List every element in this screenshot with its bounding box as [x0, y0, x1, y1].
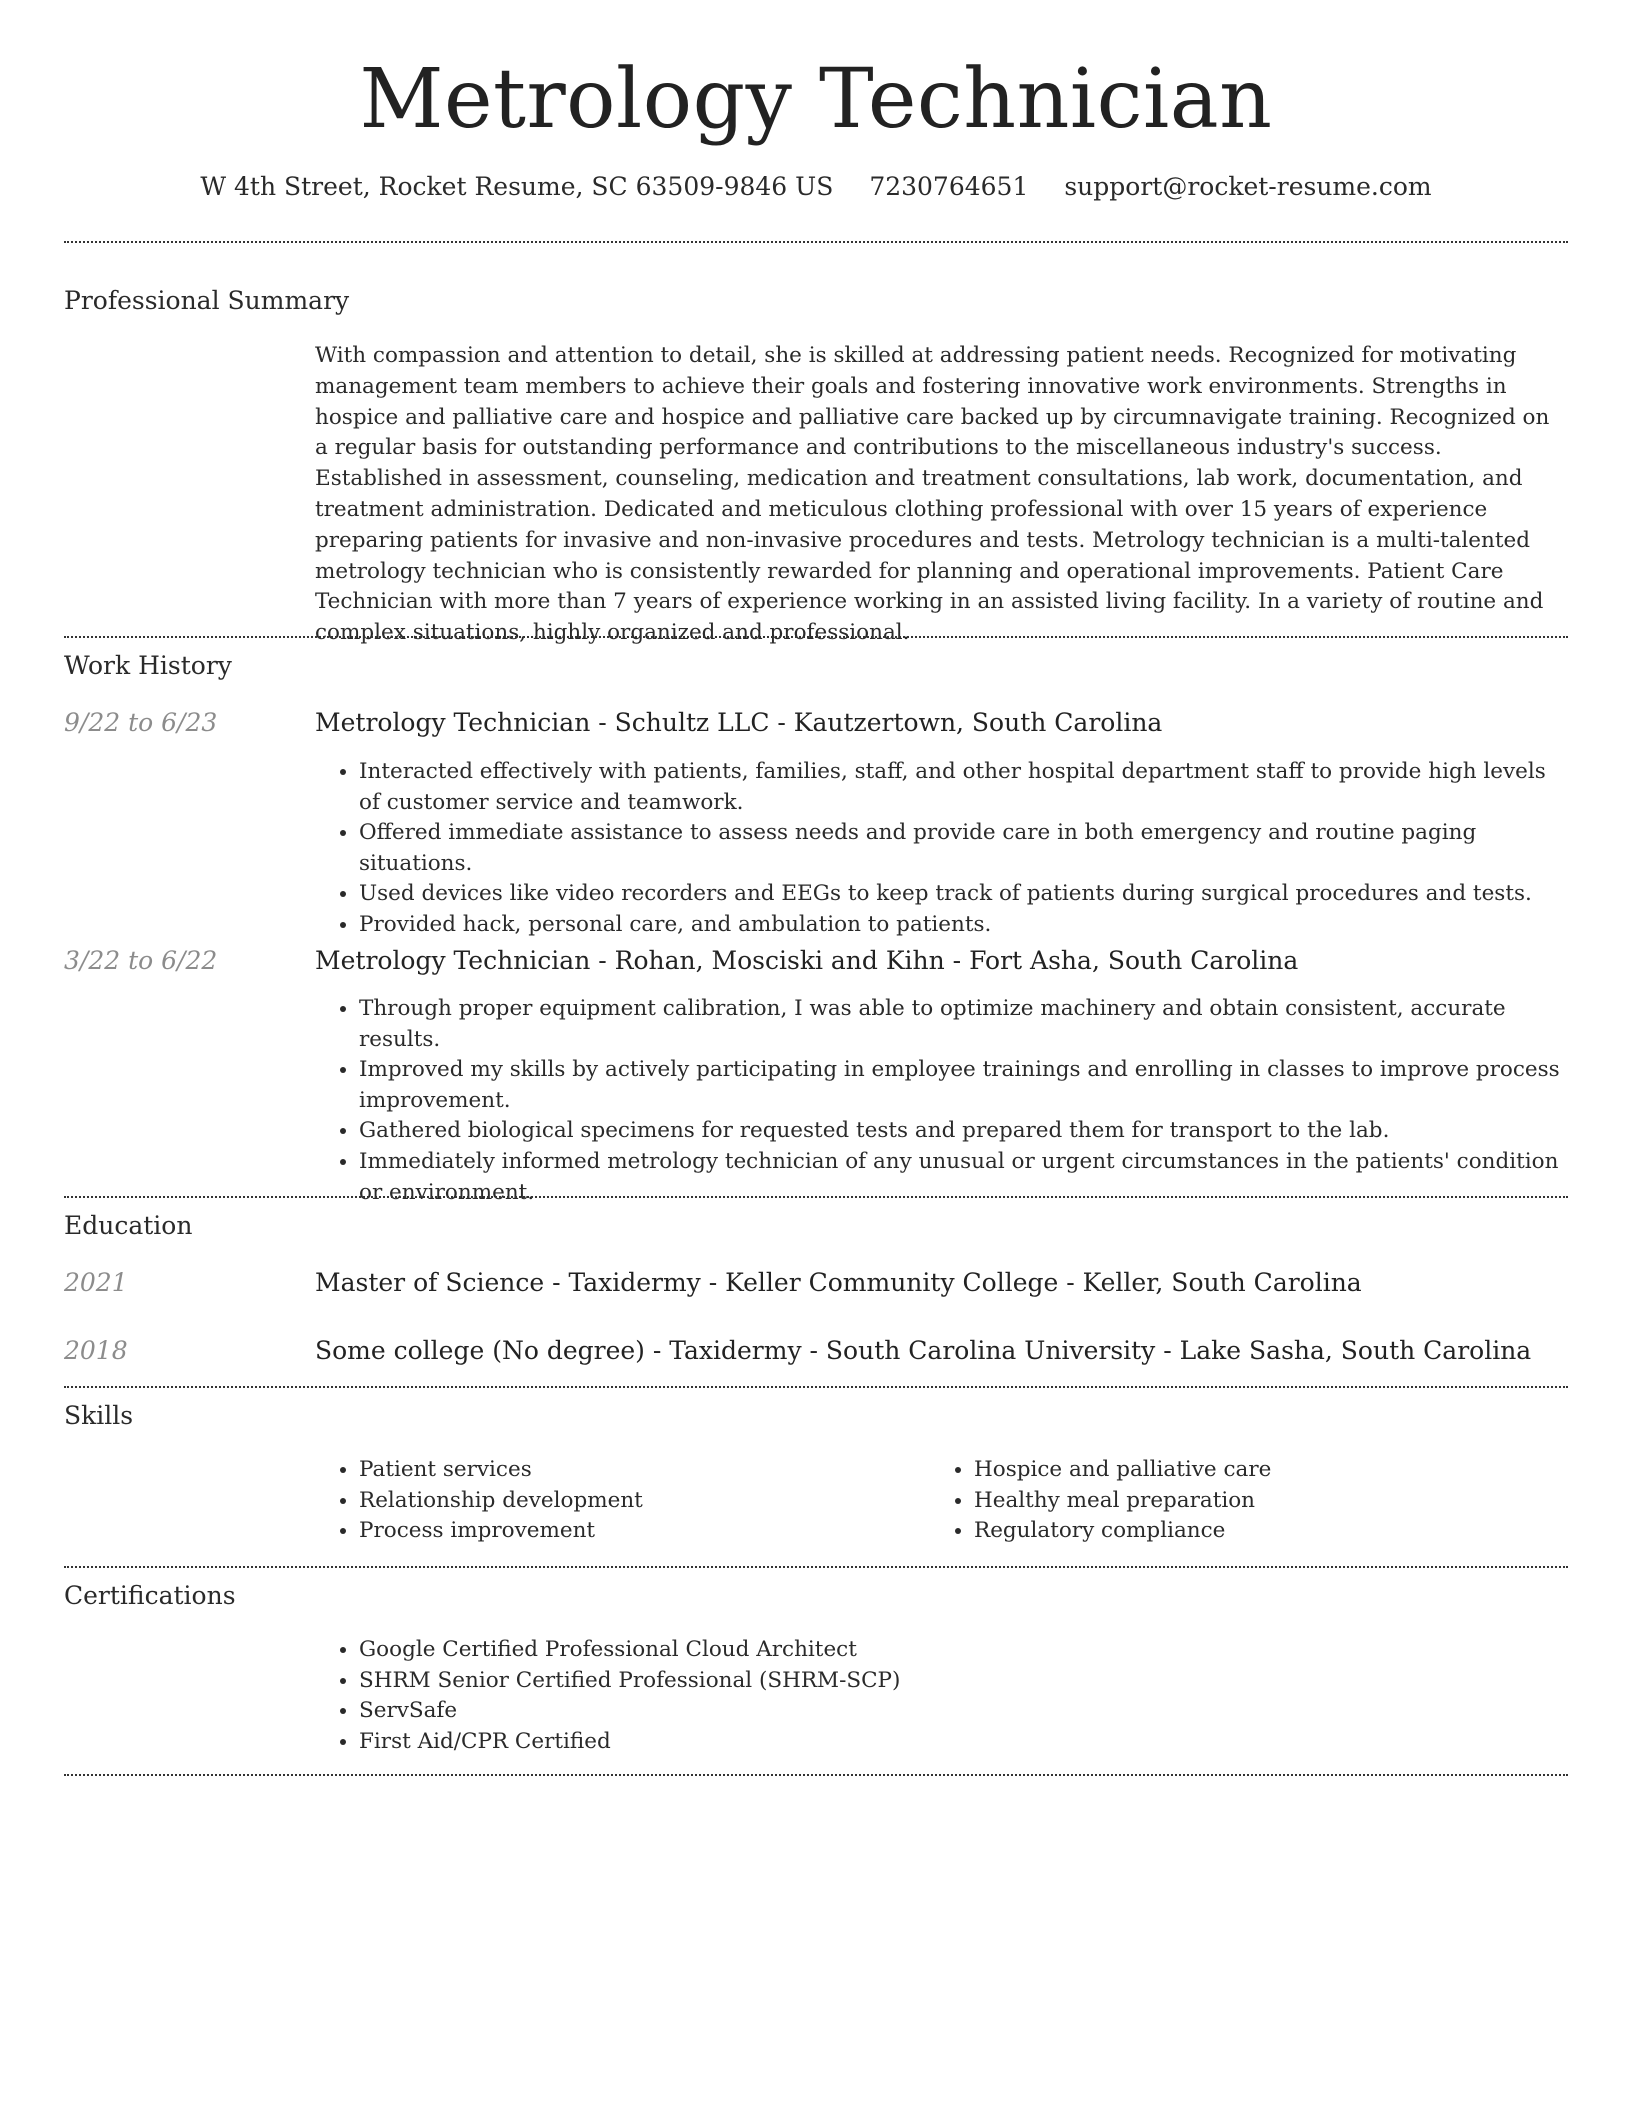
job-bullet-list — [315, 757, 1568, 941]
list-item: • Hospice and palliative care — [974, 1455, 1550, 1486]
section-divider — [64, 1196, 1568, 1198]
list-item: • Through proper equipment calibration, I was able to optimize machinery and obtain consistent, accurate results. — [359, 994, 1568, 1055]
job-heading: Metrology Technician - Schultz LLC - Kautzertown, South Carolina — [315, 708, 1163, 737]
education-entry: Master of Science - Taxidermy - Keller Community College - Keller, South Carolina — [315, 1268, 1362, 1297]
list-item: • Relationship development — [359, 1486, 915, 1517]
job-bullet-list — [315, 994, 1568, 1208]
candidate-name: Metrology Technician — [359, 52, 1273, 147]
list-item: • First Aid/CPR Certified — [359, 1727, 1568, 1758]
contact-line — [0, 170, 1632, 204]
list-item: • Immediately informed metrology technician of any unusual or urgent circumstances in the patients' condition or environment. — [359, 1147, 1568, 1208]
list-item: • Healthy meal preparation — [974, 1486, 1550, 1517]
education-entry: Some college (No degree) - Taxidermy - South Carolina University - Lake Sasha, South Carolina — [315, 1336, 1532, 1365]
education-year: 2021 — [64, 1268, 128, 1297]
job-heading: Metrology Technician - Rohan, Mosciski and Kihn - Fort Asha, South Carolina — [315, 946, 1299, 975]
list-item: • Regulatory compliance — [974, 1516, 1550, 1547]
summary-heading: Professional Summary — [64, 286, 350, 315]
list-item: • Improved my skills by actively participating in employee trainings and enrolling in classes to improve process improvement. — [359, 1055, 1568, 1116]
skills-heading: Skills — [64, 1401, 134, 1430]
list-item: • Google Certified Professional Cloud Architect — [359, 1635, 1568, 1666]
list-item: • Provided hack, personal care, and ambulation to patients. — [359, 910, 1568, 941]
education-heading: Education — [64, 1211, 193, 1240]
job-dates: 9/22 to 6/23 — [64, 708, 218, 737]
list-item: • Interacted effectively with patients, families, staff, and other hospital department staff to provide high levels of customer service and teamwork. — [359, 757, 1568, 818]
section-divider — [64, 1774, 1568, 1776]
list-item: • SHRM Senior Certified Professional (SHRM-SCP) — [359, 1666, 1568, 1697]
section-divider — [64, 636, 1568, 638]
contact-phone: 7230764651 — [869, 172, 1029, 201]
list-item: • Offered immediate assistance to assess needs and provide care in both emergency and routine paging situations. — [359, 818, 1568, 879]
list-item: • Gathered biological specimens for requested tests and prepared them for transport to the lab. — [359, 1116, 1568, 1147]
list-item: • Process improvement — [359, 1516, 915, 1547]
contact-address: W 4th Street, Rocket Resume, SC 63509-9846 US — [200, 172, 834, 201]
certifications-list — [315, 1635, 1568, 1757]
list-item: • Patient services — [359, 1455, 915, 1486]
skills-list-left — [315, 1455, 915, 1547]
certifications-heading: Certifications — [64, 1581, 236, 1610]
section-divider — [64, 1386, 1568, 1388]
education-year: 2018 — [64, 1336, 128, 1365]
work-history-heading: Work History — [64, 651, 232, 680]
contact-email[interactable]: support@rocket-resume.com — [1064, 172, 1432, 201]
skills-list-right — [930, 1455, 1550, 1547]
list-item: • ServSafe — [359, 1696, 1568, 1727]
summary-text: With compassion and attention to detail, she is skilled at addressing patient needs. Recognized for motivating management team members to achieve their goals and fostering innovative work environments. Strengths in hospice and palliative care and hospice and palliative care backed up by circumnavigate training. Recognized on a regular basis for outstanding performance and contributions to the miscellaneous industry's success. Established in assessment, counseling, medication and treatment consultations, lab work, documentation, and treatment administration. Dedicated and meticulous clothing professional with over 15 years of experience preparing patients for invasive and non-invasive procedures and tests. Metrology technician is a multi-talented metrology technician who is consistently rewarded for planning and operational improvements. Patient Care Technician with more than 7 years of experience working in an assisted living facility. In a variety of routine and complex situations, highly organized and professional. — [315, 343, 1550, 646]
section-divider — [64, 241, 1568, 243]
list-item: • Used devices like video recorders and EEGs to keep track of patients during surgical procedures and tests. — [359, 879, 1568, 910]
section-divider — [64, 1566, 1568, 1568]
job-dates: 3/22 to 6/22 — [64, 946, 218, 975]
